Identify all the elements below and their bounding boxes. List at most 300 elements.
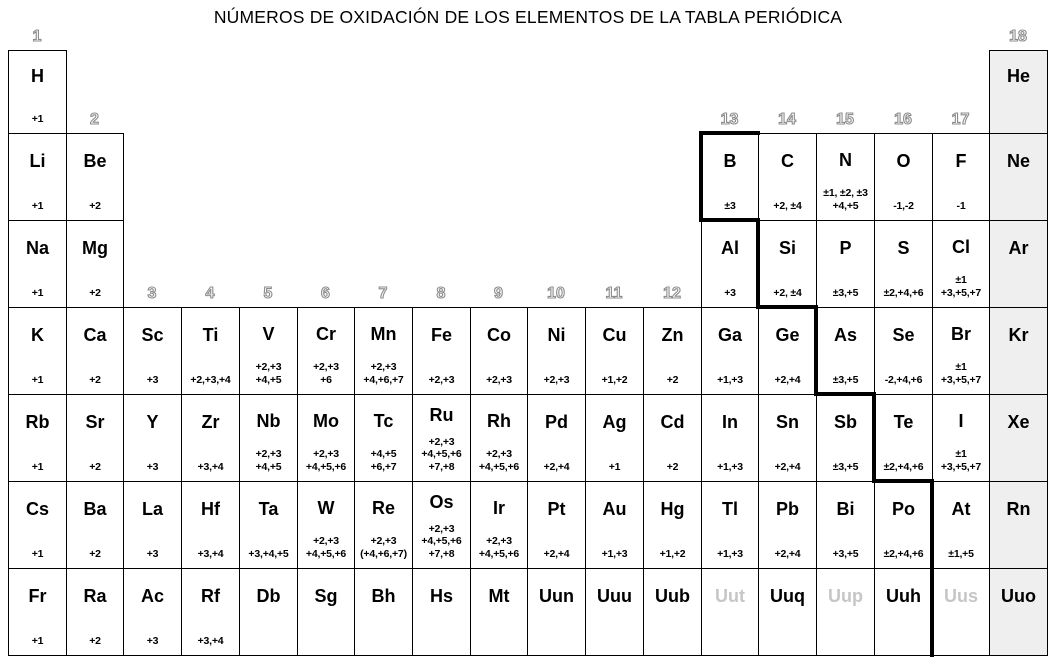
staircase-line-segment <box>756 305 818 309</box>
element-symbol: Uup <box>828 586 863 606</box>
oxidation-states <box>240 537 297 568</box>
element-cell-pb <box>758 481 817 569</box>
element-symbol: Nb <box>256 411 281 432</box>
staircase-line-segment <box>814 392 876 396</box>
oxidation-line: +4,+5,+6 <box>421 535 462 548</box>
group-header-13: 13 <box>720 111 739 128</box>
element-symbol: H <box>31 66 44 86</box>
group-header-16: 16 <box>894 111 912 128</box>
staircase-line-segment <box>872 479 934 483</box>
oxidation-states <box>933 537 989 568</box>
element-cell-as <box>816 307 875 395</box>
oxidation-line: ±3 <box>724 200 736 213</box>
element-cell-ge <box>758 307 817 395</box>
element-symbol: Sb <box>833 412 857 432</box>
oxidation-line: +2,+3 <box>486 374 512 387</box>
oxidation-states <box>67 624 123 655</box>
element-symbol: Al <box>721 238 739 258</box>
oxidation-line: +2, ±4 <box>773 200 802 213</box>
oxidation-line: +2,+3 <box>313 535 339 548</box>
element-cell-zr <box>181 394 240 482</box>
element-symbol: Rb <box>25 412 50 432</box>
oxidation-states <box>759 450 816 481</box>
oxidation-states <box>702 537 758 568</box>
oxidation-line: +1 <box>608 461 621 474</box>
oxidation-line: +3,+4 <box>197 635 224 648</box>
oxidation-line: +1,+2 <box>659 548 686 561</box>
element-symbol: Re <box>371 498 395 519</box>
element-symbol: Tc <box>373 411 394 432</box>
staircase-line-segment <box>699 131 760 135</box>
oxidation-states <box>9 363 66 394</box>
element-symbol: Se <box>892 325 915 345</box>
oxidation-states <box>355 535 412 568</box>
element-cell-h <box>8 50 67 134</box>
oxidation-line: +4,+6,+7 <box>363 374 404 387</box>
element-symbol: O <box>896 151 911 171</box>
oxidation-states <box>759 363 816 394</box>
oxidation-line: +1,+3 <box>601 548 628 561</box>
element-symbol: Ti <box>202 325 219 345</box>
oxidation-line: ±3,+5 <box>832 461 859 474</box>
element-cell-he <box>989 50 1048 134</box>
element-cell-rb <box>8 394 67 482</box>
element-symbol: Ca <box>83 325 107 345</box>
oxidation-states <box>413 363 470 394</box>
oxidation-states <box>413 523 470 568</box>
oxidation-line: +4,+5 <box>832 200 859 213</box>
oxidation-states <box>9 537 66 568</box>
oxidation-line: +4,+5 <box>370 448 397 461</box>
element-symbol: Uuu <box>597 586 632 606</box>
oxidation-states <box>759 537 816 568</box>
oxidation-line: +2, ±4 <box>773 287 802 300</box>
oxidation-states <box>9 276 66 307</box>
element-symbol: Os <box>429 491 454 512</box>
element-cell-cu <box>585 307 644 395</box>
oxidation-states <box>644 537 701 568</box>
oxidation-line: +1 <box>31 200 44 213</box>
group-header-11: 11 <box>605 285 623 302</box>
element-symbol: Ac <box>140 586 164 606</box>
oxidation-states <box>586 363 643 394</box>
element-cell-ba <box>66 481 124 569</box>
element-symbol: Rn <box>1006 499 1031 519</box>
oxidation-states <box>933 361 989 394</box>
element-symbol: In <box>722 412 738 432</box>
element-symbol: Mo <box>313 411 339 432</box>
element-cell-os <box>412 481 471 569</box>
element-cell-k <box>8 307 67 395</box>
oxidation-states <box>182 624 239 655</box>
oxidation-line: +1 <box>31 461 44 474</box>
element-symbol: Kr <box>1008 325 1029 345</box>
oxidation-line: +2,+3 <box>486 535 512 548</box>
oxidation-line: +2,+4 <box>774 374 801 387</box>
group-header-5: 5 <box>263 285 273 302</box>
element-cell-rh <box>470 394 528 482</box>
oxidation-line: +4,+5,+6 <box>421 448 462 461</box>
oxidation-states <box>67 450 123 481</box>
element-symbol: Uuo <box>1001 586 1036 606</box>
element-cell-na <box>8 220 67 308</box>
oxidation-line: +7,+8 <box>428 461 455 474</box>
element-cell-mg <box>66 220 124 308</box>
oxidation-states <box>990 363 1047 394</box>
oxidation-states <box>586 624 643 655</box>
oxidation-states <box>298 361 354 394</box>
element-cell-hg <box>643 481 702 569</box>
oxidation-line: +2,+3 <box>313 448 339 461</box>
element-cell-mo <box>297 394 355 482</box>
group-header-12: 12 <box>663 285 681 302</box>
oxidation-states <box>9 624 66 655</box>
element-cell-zn <box>643 307 702 395</box>
oxidation-line: +6 <box>320 374 332 387</box>
oxidation-line: +2,+4 <box>543 461 570 474</box>
staircase-line-segment <box>930 479 934 570</box>
element-cell-i <box>932 394 990 482</box>
element-symbol: P <box>839 238 852 258</box>
staircase-line-segment <box>814 305 818 396</box>
group-header-17: 17 <box>951 111 970 128</box>
oxidation-line: +1 <box>31 635 44 648</box>
oxidation-states <box>759 189 816 220</box>
oxidation-line: ±1, ±2, ±3 <box>823 187 868 200</box>
oxidation-line: ±1 <box>955 274 967 287</box>
group-header-6: 6 <box>321 285 330 302</box>
oxidation-line: +1 <box>31 287 44 300</box>
element-cell-ar <box>989 220 1048 308</box>
oxidation-line: +4,+5,+6 <box>478 461 520 474</box>
element-cell-uuu <box>585 568 644 656</box>
oxidation-line: +4,+5,+6 <box>305 548 347 561</box>
oxidation-line: ±1,+5 <box>948 548 974 561</box>
element-symbol: Mn <box>370 324 397 345</box>
element-symbol: Sc <box>141 325 164 345</box>
element-cell-po <box>874 481 933 569</box>
element-cell-mt <box>470 568 528 656</box>
oxidation-states <box>875 363 932 394</box>
oxidation-states <box>471 448 527 481</box>
element-cell-y <box>123 394 182 482</box>
oxidation-states <box>817 624 874 655</box>
oxidation-line: ±1 <box>955 448 967 461</box>
element-symbol: Bh <box>371 586 396 606</box>
element-symbol: Y <box>146 412 159 432</box>
element-symbol: Mg <box>82 238 108 258</box>
element-symbol: Si <box>778 238 796 258</box>
oxidation-states <box>413 624 470 655</box>
element-symbol: Mt <box>488 586 510 606</box>
element-cell-w <box>297 481 355 569</box>
element-cell-cr <box>297 307 355 395</box>
element-cell-sc <box>123 307 182 395</box>
oxidation-states <box>528 363 585 394</box>
element-cell-ac <box>123 568 182 656</box>
element-symbol: Ta <box>258 499 279 519</box>
oxidation-states <box>702 363 758 394</box>
oxidation-line: -1 <box>956 200 966 213</box>
oxidation-line: +2,+4 <box>543 548 570 561</box>
oxidation-states <box>355 448 412 481</box>
element-cell-uup <box>816 568 875 656</box>
element-symbol: Rh <box>487 411 511 432</box>
oxidation-states <box>586 450 643 481</box>
element-symbol: V <box>262 324 275 345</box>
element-cell-cl <box>932 220 990 308</box>
oxidation-states <box>471 535 527 568</box>
element-cell-xe <box>989 394 1048 482</box>
oxidation-line: +3,+5,+7 <box>940 461 982 474</box>
element-cell-v <box>239 307 298 395</box>
oxidation-line: +3,+4,+5 <box>248 548 289 561</box>
element-symbol: Uuh <box>886 586 921 606</box>
element-symbol: I <box>958 411 964 432</box>
element-cell-sr <box>66 394 124 482</box>
oxidation-states <box>471 624 527 655</box>
element-symbol: Uub <box>655 586 690 606</box>
oxidation-states <box>9 102 66 133</box>
element-cell-sn <box>758 394 817 482</box>
oxidation-line: -2,+4,+6 <box>884 374 923 387</box>
element-symbol: Zr <box>201 412 220 432</box>
element-symbol: K <box>31 325 44 345</box>
group-header-8: 8 <box>436 285 446 302</box>
oxidation-line: +2 <box>89 548 101 561</box>
oxidation-states <box>124 624 181 655</box>
element-symbol: Cu <box>602 325 627 345</box>
element-symbol: Li <box>29 151 46 171</box>
element-cell-rf <box>181 568 240 656</box>
oxidation-line: +3 <box>146 374 159 387</box>
element-symbol: Cl <box>952 237 970 258</box>
oxidation-states <box>67 363 123 394</box>
element-symbol: Cr <box>315 324 336 345</box>
element-cell-sg <box>297 568 355 656</box>
oxidation-line: +3,+5 <box>832 548 859 561</box>
oxidation-line: +2,+3,+4 <box>190 374 231 387</box>
group-header-9: 9 <box>494 285 503 302</box>
element-cell-li <box>8 133 67 221</box>
element-symbol: Bi <box>836 499 855 519</box>
element-symbol: Hs <box>429 586 453 606</box>
element-cell-ni <box>527 307 586 395</box>
element-cell-ti <box>181 307 240 395</box>
element-symbol: Sn <box>775 412 799 432</box>
oxidation-line: +1,+3 <box>717 461 743 474</box>
oxidation-line: ±2,+4,+6 <box>883 287 924 300</box>
element-cell-te <box>874 394 933 482</box>
oxidation-line: +2 <box>666 461 679 474</box>
element-symbol: Ga <box>717 325 742 345</box>
oxidation-line: +2,+3 <box>370 361 397 374</box>
element-symbol: Uuq <box>770 586 805 606</box>
element-symbol: B <box>723 151 737 171</box>
oxidation-states <box>67 276 123 307</box>
oxidation-line: +2,+3 <box>313 361 339 374</box>
element-cell-al <box>701 220 759 308</box>
oxidation-states <box>528 537 585 568</box>
element-symbol: Na <box>25 238 49 258</box>
element-cell-sb <box>816 394 875 482</box>
oxidation-states <box>9 189 66 220</box>
oxidation-line: +2 <box>89 374 101 387</box>
element-symbol: Hg <box>660 499 685 519</box>
element-cell-co <box>470 307 528 395</box>
oxidation-line: +7,+8 <box>428 548 455 561</box>
oxidation-states <box>817 537 874 568</box>
oxidation-states <box>933 624 989 655</box>
oxidation-line: +3,+4 <box>197 548 224 561</box>
element-symbol: Co <box>487 325 511 345</box>
oxidation-line: +2,+3 <box>370 535 397 548</box>
element-cell-uus <box>932 568 990 656</box>
staircase-line-segment <box>699 131 703 222</box>
oxidation-states <box>182 537 239 568</box>
oxidation-line: +2,+3 <box>428 374 455 387</box>
element-cell-ru <box>412 394 471 482</box>
element-symbol: Ag <box>602 412 627 432</box>
oxidation-line: +4,+5 <box>255 461 282 474</box>
staircase-line-segment <box>930 566 934 657</box>
oxidation-states <box>990 189 1047 220</box>
element-cell-ir <box>470 481 528 569</box>
element-symbol: Sr <box>85 412 105 432</box>
oxidation-line: +2 <box>89 287 101 300</box>
element-symbol: W <box>317 498 335 519</box>
element-cell-b <box>701 133 759 221</box>
oxidation-states <box>124 537 181 568</box>
element-symbol: Cs <box>25 499 49 519</box>
element-symbol: Sg <box>314 586 338 606</box>
element-symbol: Ni <box>547 325 566 345</box>
oxidation-states <box>240 448 297 481</box>
element-symbol: S <box>897 238 910 258</box>
oxidation-line: ±3,+5 <box>832 374 859 387</box>
oxidation-states <box>702 276 758 307</box>
oxidation-states <box>67 537 123 568</box>
oxidation-states <box>990 537 1047 568</box>
staircase-line-segment <box>699 218 760 222</box>
oxidation-states <box>817 187 874 220</box>
oxidation-states <box>124 363 181 394</box>
group-header-7: 7 <box>378 285 388 302</box>
oxidation-line: +2 <box>89 461 101 474</box>
element-cell-pt <box>527 481 586 569</box>
oxidation-line: ±2,+4,+6 <box>883 461 924 474</box>
element-cell-re <box>354 481 413 569</box>
oxidation-line: -1,-2 <box>893 200 914 213</box>
element-cell-ca <box>66 307 124 395</box>
group-header-2: 2 <box>90 111 99 128</box>
element-cell-ne <box>989 133 1048 221</box>
element-symbol: Br <box>950 324 971 345</box>
oxidation-line: +4,+5 <box>255 374 282 387</box>
element-symbol: Ru <box>429 404 454 425</box>
oxidation-states <box>471 363 527 394</box>
oxidation-states <box>644 624 701 655</box>
oxidation-states <box>528 450 585 481</box>
element-cell-ta <box>239 481 298 569</box>
element-cell-bh <box>354 568 413 656</box>
oxidation-states <box>875 450 932 481</box>
oxidation-line: +3,+5,+7 <box>940 287 982 300</box>
group-header-14: 14 <box>778 111 796 128</box>
oxidation-states <box>990 624 1047 655</box>
element-symbol: F <box>955 151 967 171</box>
oxidation-states <box>528 624 585 655</box>
element-cell-nb <box>239 394 298 482</box>
oxidation-line: +1,+2 <box>601 374 628 387</box>
element-cell-tl <box>701 481 759 569</box>
element-cell-n <box>816 133 875 221</box>
element-cell-bi <box>816 481 875 569</box>
element-cell-tc <box>354 394 413 482</box>
element-symbol: Hf <box>201 499 220 519</box>
element-symbol: Cd <box>660 412 685 432</box>
oxidation-line: (+4,+6,+7) <box>360 548 407 561</box>
oxidation-states <box>240 361 297 394</box>
oxidation-line: +1,+3 <box>717 548 743 561</box>
oxidation-states <box>875 189 932 220</box>
oxidation-line: +2,+3 <box>543 374 570 387</box>
element-cell-hf <box>181 481 240 569</box>
group-header-3: 3 <box>147 285 157 302</box>
oxidation-states <box>9 450 66 481</box>
element-cell-la <box>123 481 182 569</box>
oxidation-states <box>182 450 239 481</box>
oxidation-states <box>759 276 816 307</box>
oxidation-line: +2 <box>89 200 101 213</box>
element-symbol: Ir <box>492 498 505 519</box>
element-symbol: Fe <box>430 325 452 345</box>
oxidation-line: +3 <box>146 548 159 561</box>
oxidation-line: +2 <box>666 374 679 387</box>
element-cell-at <box>932 481 990 569</box>
oxidation-line: ±2,+4,+6 <box>883 548 924 561</box>
element-cell-cd <box>643 394 702 482</box>
oxidation-states <box>240 624 297 655</box>
element-symbol: C <box>781 151 794 171</box>
group-header-15: 15 <box>836 111 854 128</box>
element-cell-uuh <box>874 568 933 656</box>
oxidation-line: +3 <box>146 461 159 474</box>
oxidation-states <box>182 363 239 394</box>
oxidation-line: +2,+4 <box>774 461 801 474</box>
element-symbol: Po <box>891 499 915 519</box>
element-cell-mn <box>354 307 413 395</box>
oxidation-states <box>586 537 643 568</box>
oxidation-states <box>933 274 989 307</box>
oxidation-line: +2 <box>89 635 101 648</box>
element-symbol: Uun <box>539 586 574 606</box>
oxidation-states <box>124 450 181 481</box>
oxidation-line: +3,+4 <box>197 461 224 474</box>
group-header-1: 1 <box>32 28 42 45</box>
oxidation-states <box>413 436 470 481</box>
oxidation-line: +3 <box>146 635 159 648</box>
element-cell-o <box>874 133 933 221</box>
element-symbol: Ne <box>1006 151 1030 171</box>
element-symbol: Uus <box>943 586 978 606</box>
element-cell-br <box>932 307 990 395</box>
oxidation-states <box>817 276 874 307</box>
oxidation-line: +4,+5,+6 <box>478 548 520 561</box>
oxidation-states <box>990 450 1047 481</box>
oxidation-line: ±1 <box>955 361 967 374</box>
element-symbol: As <box>833 325 857 345</box>
